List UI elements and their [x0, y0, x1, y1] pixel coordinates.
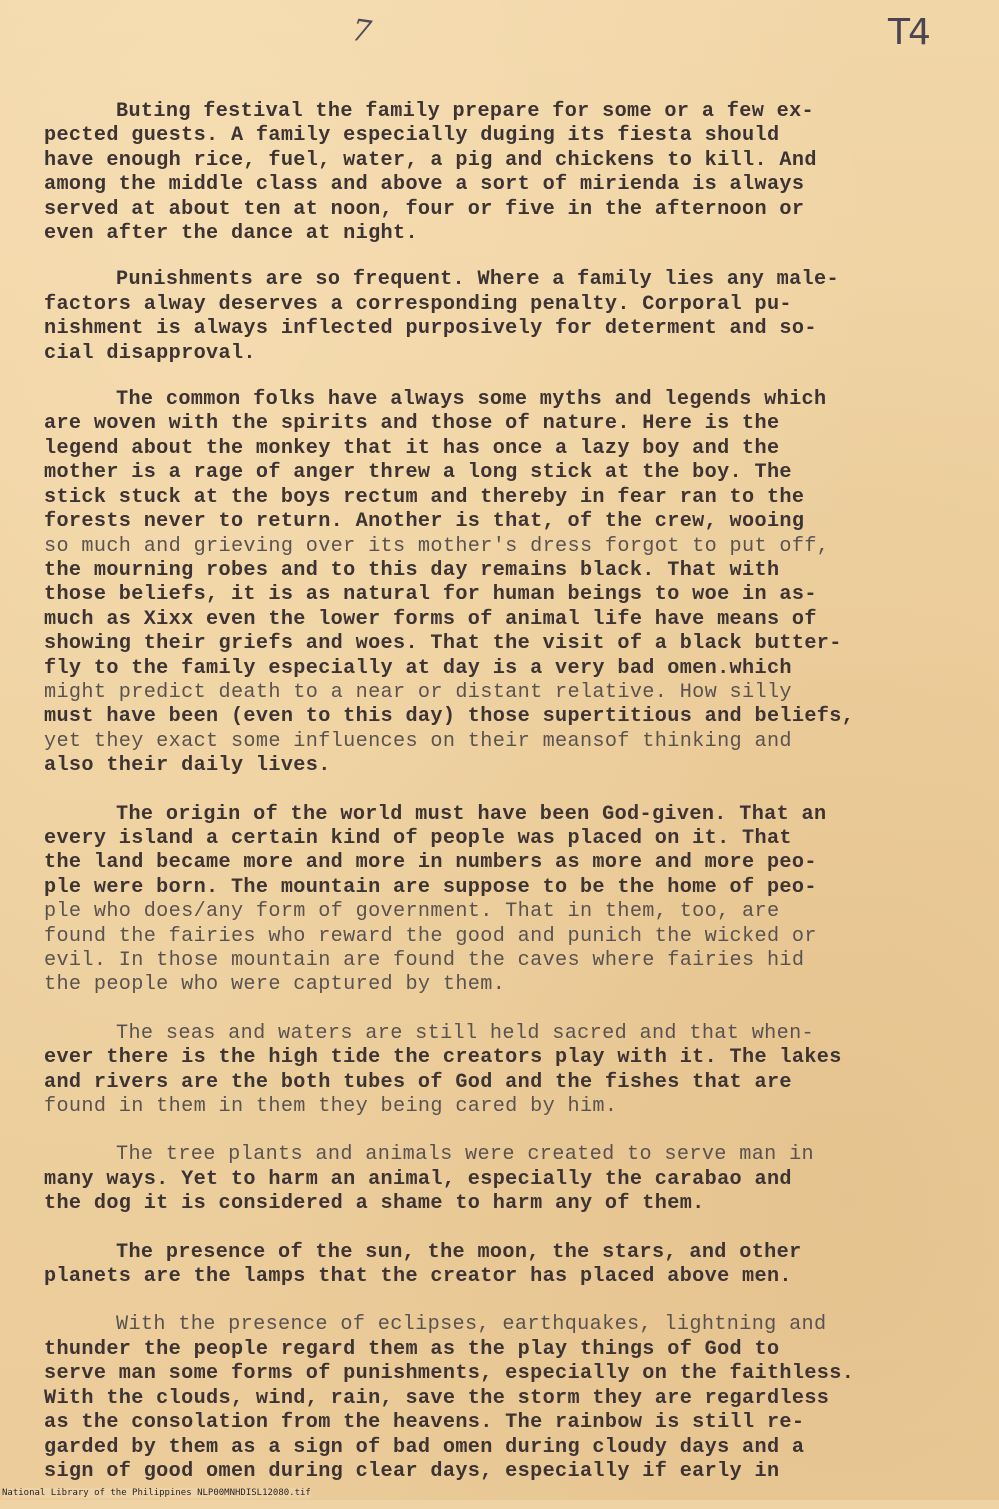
text-line: fly to the family especially at day is a very bad omen.which	[44, 656, 792, 680]
paragraph-seas-waters	[44, 1022, 989, 1120]
paragraph-punishments	[44, 268, 989, 366]
text-line: those beliefs, it is as natural for human beings to woe in as-	[44, 583, 817, 607]
body-text	[44, 100, 989, 1509]
sheet-code: T4	[888, 12, 929, 53]
text-line: ple were born. The mountain are suppose to be the home of peo-	[44, 875, 817, 899]
paragraph-eclipses-weather	[44, 1313, 989, 1484]
text-line: sign of good omen during clear days, especially if early in	[44, 1459, 780, 1483]
text-line: With the presence of eclipses, earthquakes, lightning and	[116, 1313, 827, 1337]
paragraph-festival	[44, 100, 989, 246]
text-line: The common folks have always some myths and legends which	[116, 388, 827, 412]
page-number: 7	[349, 12, 374, 51]
text-line: yet they exact some influences on their meansof thinking and	[44, 729, 792, 753]
text-line: every island a certain kind of people was placed on it. That	[44, 826, 792, 850]
text-line: served at about ten at noon, four or five in the afternoon or	[44, 197, 805, 221]
text-line: must have been (even to this day) those supertitious and beliefs,	[44, 705, 855, 729]
text-line: evil. In those mountain are found the caves where fairies hid	[44, 949, 805, 972]
text-line: legend about the monkey that it has once a lazy boy and the	[44, 436, 780, 460]
text-line: found in them in them they being cared by him.	[44, 1095, 618, 1119]
text-line: have enough rice, fuel, water, a pig and chickens to kill. And	[44, 148, 817, 172]
text-line: pected guests. A family especially duging its fiesta should	[44, 124, 780, 148]
text-line: cial disapproval.	[44, 341, 256, 365]
text-line: thunder the people regard them as the play things of God to	[44, 1337, 780, 1361]
text-line: stick stuck at the boys rectum and thereby in fear ran to the	[44, 485, 805, 509]
text-line: With the clouds, wind, rain, save the storm they are regardless	[44, 1386, 830, 1410]
text-line: factors alway deserves a corresponding penalty. Corporal pu-	[44, 292, 792, 316]
paragraph-sun-moon-stars	[44, 1241, 989, 1290]
paragraph-trees-animals	[44, 1143, 989, 1216]
text-line: Punishments are so frequent. Where a family lies any male-	[116, 268, 839, 292]
text-line: The origin of the world must have been God-given. That an	[116, 802, 827, 826]
text-line: The presence of the sun, the moon, the stars, and other	[116, 1240, 802, 1264]
text-line: The seas and waters are still held sacred and that when-	[116, 1021, 815, 1045]
text-line: ple who does/any form of government. That in them, too, are	[44, 900, 780, 924]
text-line: forests never to return. Another is that, of the crew, wooing	[44, 510, 805, 534]
paragraph-myths-legends	[44, 388, 989, 779]
text-line: as the consolation from the heavens. The rainbow is still re-	[44, 1411, 805, 1435]
text-line: so much and grieving over its mother's dress forgot to put off,	[44, 534, 830, 558]
text-line: and rivers are the both tubes of God and the fishes that are	[44, 1070, 792, 1094]
text-line: the mourning robes and to this day remains black. That with	[44, 558, 780, 582]
text-line: Buting festival the family prepare for some or a few ex-	[116, 100, 815, 123]
text-line: planets are the lamps that the creator has placed above men.	[44, 1265, 792, 1289]
text-line: showing their griefs and woes. That the visit of a black butter-	[44, 632, 842, 656]
text-line: might predict death to a near or distant relative. How silly	[44, 680, 792, 704]
text-line: garded by them as a sign of bad omen during cloudy days and a	[44, 1435, 805, 1459]
text-line: the dog it is considered a shame to harm any of them.	[44, 1192, 705, 1216]
text-line: ever there is the high tide the creators play with it. The lakes	[44, 1046, 842, 1070]
text-line: The tree plants and animals were created to serve man in	[116, 1143, 815, 1167]
archive-footer: National Library of the Philippines NLP00MNHDISL12080.tif	[2, 1488, 311, 1498]
text-line: much as Xixx even the lower forms of animal life have means of	[44, 607, 817, 631]
text-line: serve man some forms of punishments, especially on the faithless.	[44, 1362, 855, 1386]
text-line: also their daily lives.	[44, 754, 331, 778]
text-line: among the middle class and above a sort of mirienda is always	[44, 173, 805, 197]
paragraph-origin-of-world	[44, 803, 989, 998]
text-line: found the fairies who reward the good and punich the wicked or	[44, 924, 817, 948]
text-line: mother is a rage of anger threw a long stick at the boy. The	[44, 461, 792, 485]
text-line: nishment is always inflected purposively for determent and so-	[44, 317, 817, 341]
text-line: the people who were captured by them.	[44, 973, 506, 997]
text-line: even after the dance at night.	[44, 222, 418, 246]
text-line: the land became more and more in numbers as more and more peo-	[44, 851, 817, 875]
text-line: are woven with the spirits and those of nature. Here is the	[44, 412, 780, 436]
text-line: many ways. Yet to harm an animal, especially the carabao and	[44, 1167, 792, 1191]
